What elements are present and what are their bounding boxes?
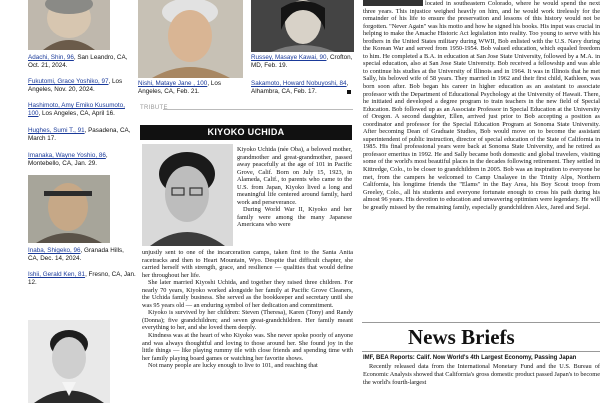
obit-name-link[interactable]: Inaba, Shigeko, 96 bbox=[28, 247, 81, 254]
photo-ishii bbox=[28, 320, 110, 403]
photo-adachi bbox=[28, 0, 110, 50]
news-headline: IMF, BEA Reports: Calif. Now World's 4th Largest Economy, Passing Japan bbox=[363, 355, 577, 361]
obit-name-link[interactable]: Adachi, Shin, 96 bbox=[28, 54, 74, 61]
tribute-paragraph: unjustly sent to one of the incarceration camps, taken first to the Santa Anita racetracks and then to Heart Mountain, Wyo. Despite that difficult chapter, she carried herself with strength, grace, and resilience — qualities that would define her throughout her life. bbox=[142, 249, 353, 279]
news-paragraph: Recently released data from the International Monetary Fund and the U.S. Bureau of Economic Analysis showed that California's gross domestic product passed Japan's to become the world's fourth-largest bbox=[363, 363, 600, 386]
tribute-label: TRIBUTE bbox=[140, 105, 168, 111]
tribute-paragraph: Kindness was at the heart of who Kiyoko was. She never spoke poorly of anyone and was always thoughtful and loving to those around her. She found joy in the little things — like playing rummy tile with close friends and spending time with her family playing board games or watching her favorite shows. bbox=[142, 332, 353, 362]
obit-caption: Russey, Masaye Kawai, 90, Crofton, MD, Feb. 19. bbox=[251, 54, 353, 69]
photo-nishi bbox=[138, 0, 243, 78]
obit-name-link[interactable]: Russey, Masaye Kawai, 90 bbox=[251, 54, 327, 61]
obit-name-link[interactable]: Fukutomi, Grace Yoshiko, 97 bbox=[28, 78, 109, 85]
tribute-banner: KIYOKO UCHIDA bbox=[140, 125, 352, 140]
tribute-intro bbox=[237, 146, 352, 229]
news-title-underline bbox=[362, 351, 600, 352]
section-divider bbox=[163, 109, 353, 110]
obituary-continued-column bbox=[363, 0, 600, 320]
news-briefs-title: News Briefs bbox=[408, 325, 515, 349]
obit-name-link[interactable]: Hashimoto, Amy Emiko Kusumoto, 100 bbox=[28, 102, 125, 117]
obit-name-link[interactable]: Nishi, Mataye Jane , 100 bbox=[138, 80, 208, 87]
tribute-body bbox=[142, 249, 353, 370]
obit-entry: Ishii, Gerald Ken, 81, Fresno, CA, Jan. 12. bbox=[28, 271, 136, 286]
obit-name-link[interactable]: Imanaka, Wayne Yoshio, 86 bbox=[28, 152, 106, 159]
photo-russey bbox=[251, 0, 354, 52]
obit-name-link[interactable]: Sakamoto, Howard Nobuyoshi, 84 bbox=[251, 80, 347, 87]
tribute-paragraph: She later married Kiyoshi Uchida, and together they raised three children. For nearly 70 years, Kiyoko worked alongside her family at Pacific Grove Cleaners, the Uchida family business. She served as the bookkeeper and secretary until she was 95 years old — an enduring symbol of her dedication and commitment. bbox=[142, 279, 353, 309]
obit-caption: Sakamoto, Howard Nobuyoshi, 84, Alhambra, CA, Feb. 17. bbox=[251, 80, 349, 95]
photo-inaba bbox=[28, 175, 110, 243]
photo-uchida bbox=[142, 144, 233, 246]
tribute-paragraph: Kiyoko is survived by her children: Steven (Theresa), Karen (Tony) and Randy (Donna); five grandchildren; and seven great-grandchildren. Her family meant everything to her, and she loved them deeply. bbox=[142, 309, 353, 332]
obit-entry: Fukutomi, Grace Yoshiko, 97, Los Angeles, Nov. 20, 2024. bbox=[28, 78, 123, 93]
obit-caption: Nishi, Mataye Jane , 100, Los Angeles, CA, Feb. 21. bbox=[138, 80, 221, 95]
tribute-paragraph: During World War II, Kiyoko and her family were among the many Japanese Americans who were bbox=[237, 206, 352, 229]
obit-entry: Inaba, Shigeko, 96, Granada Hills, CA, Dec. 14, 2024. bbox=[28, 247, 124, 262]
obit-name-link[interactable]: Hughes, Sumi T., 91 bbox=[28, 127, 85, 134]
obit-entry: Adachi, Shin, 96, San Leandro, CA, Oct. 21, 2024. bbox=[28, 54, 128, 69]
obituary-continued-text: located in southeastern Colorado, where he would spend the next three years. This injustice weighed heavily on him, and he would work tirelessly for the remainder of his life to ensure the preservation and lessons of this history would not be forgotten. "Never Again" was his motto and how he signed his books. His input was crucial in helping to make the Amache Historic Act legislation into reality. Too young to serve with his brothers in the United States military during WWII, Bob enlisted with the U.S. Navy during the Korean War and served from 1950-1954. Bob valued education, which equaled freedom to him. He completed a B.A. in education at San Jose State University, followed by a M.A. in special education, also at San Jose State University. Bob received a fellowship and was able to continue his studies at the University of Illinois and in 1964. It was in Illinois that he met Sally, his beloved wife of 58 years. They married in 1962 and their first child, Kathleen, was born soon after. Bob began his career in higher education as an assistant to associate professor with the Department of Educational Psychology at the University of Hawaii. There, he initiated and developed a degree program to train teachers in the new field of Special Education. Bob followed up as an Associate Professor in Special Education at the University of Oregon. A second daughter, Ellen, arrived just prior to Bob accepting a position as coordinator and professor for the Special Education Program at Sonoma State University. After becoming Dean of Graduate Studies, Bob would move on to become the assistant superintendent of public instruction, director of special education of the State of California in 1985. His final professional years were back at Sonoma State University, and he retired as professor emeritus in 1992. He and Sally became both domestic and global travelers, visiting some of the world's most beautiful places in the decades following retirement. They settled in Kittredge, Colo., to be closer to grandchildren in 2005. Bob was an inspiration to everyone he met, from the campers he welcomed to Camp Unalayee in the Trinity Alps, Northern California, his longtime friends the "Elams" in the Bay Area, his Boy Scout troop from Greeley, Colo., all his students and everyone fortunate enough to cross his path during his almost 96 years. His devotion to education and unwavering optimism were legendary. He will be greatly missed by the remaining family, especially grandchildren Alex, Jared and Sejal. bbox=[363, 0, 600, 211]
obit-entry: Imanaka, Wayne Yoshio, 86, Montebello, CA, Jan. 29. bbox=[28, 152, 108, 167]
news-body bbox=[363, 363, 600, 386]
tribute-paragraph: Kiyoko Uchida (née Oba), a beloved mother, grandmother and great-grandmother, passed away peacefully at the age of 101 in Pacific Grove, Calif. Born on July 15, 1923, in Alameda, Calif., to parents who came to the U.S. from Japan, Kiyoko lived a long and meaningful life centered around family, hard work and perseverance. bbox=[237, 146, 352, 206]
obit-entry: Hashimoto, Amy Emiko Kusumoto, 100, Los Angeles, CA, April 16. bbox=[28, 102, 125, 117]
news-divider bbox=[362, 322, 600, 323]
end-mark bbox=[347, 90, 351, 94]
obit-name-link[interactable]: Ishii, Gerald Ken, 81 bbox=[28, 271, 86, 278]
obit-entry: Hughes, Sumi T., 91, Pasadena, CA, March 17. bbox=[28, 127, 131, 142]
tribute-paragraph: Not many people are lucky enough to live to 101, and reaching that bbox=[148, 362, 318, 370]
